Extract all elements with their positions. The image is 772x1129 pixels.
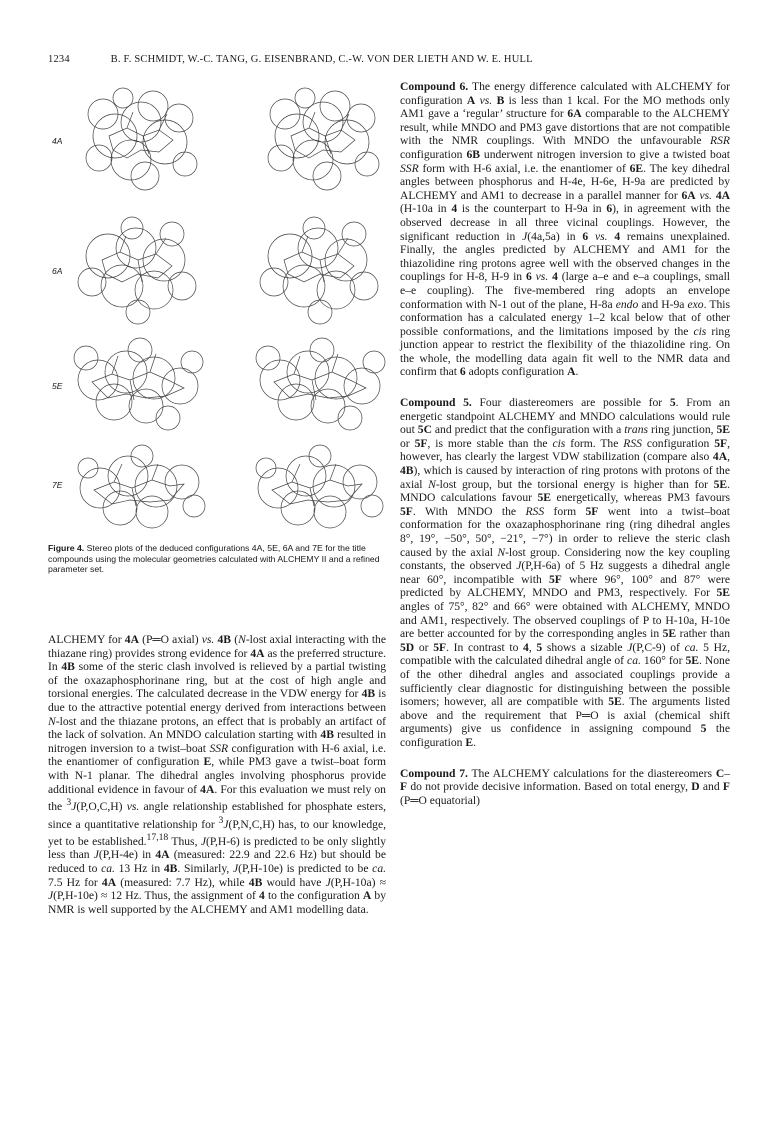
stereo-plot-7E-left [72, 442, 212, 534]
paragraph-compound-6: Compound 6. The energy difference calculated with ALCHEMY for configuration A vs. B is less than 1 kcal. For the MO methods only AM1 gave a ‘regular’ structure for 6A comparable to the ALCHEMY result, while MNDO and PM3 gave distortions that are not compatible with the NMR couplings. With MNDO the unfavourable RSR configuration 6B underwent nitrogen inversion to give a twisted boat SSR form with H-6 axial, i.e. the enantiomer of 6E. The key dihedral angles between phosphorus and H-4e, H-6e, H-9a are predicted by ALCHEMY and AM1 to decrease in a parallel manner for 6A vs. 4A (H-10a in 4 is the counterpart to H-9a in 6), in agreement with the observed decrease in all three vicinal couplings. However, the significant reduction in J(4a,5a) in 6 vs. 4 remains unexplained. Finally, the angles predicted by ALCHEMY and AM1 for the thiazolidine ring protons agree well with the observed changes in the couplings for H-8, H-9 in 6 vs. 4 (large a–e and e–a couplings, small e–e coupling). The five-membered ring adopts an envelope conformation with N-1 out of the plane, H-8a endo and H-9a exo. This conformation has a calculated energy 1–2 kcal below that of other possible conformations, and the limitations imposed by the cis ring junction appear to restrict the flexibility of the thiazolidine ring. On the whole, the modelling data again fit well to the NMR data and confirm that 6 adopts configuration A. [400, 80, 731, 379]
stereo-plot-5E-right [248, 336, 388, 436]
right-column [400, 80, 730, 807]
figure-caption [48, 543, 386, 575]
figure-label-7E: 7E [52, 480, 63, 490]
stereo-plot-6A-right [250, 216, 385, 326]
page-number: 1234 [48, 54, 70, 65]
stereo-plot-4A-right [253, 86, 388, 196]
figure-caption-lead: Figure 4. [48, 543, 85, 553]
paragraph-compound-5: Compound 5. Four diastereomers are possible for 5. From an energetic standpoint ALCHEMY and MNDO calculations would rule out 5C and predict that the configuration with a trans ring junction, 5E or 5F, is more stable than the cis form. The RSS configuration 5F, however, has clearly the largest VDW stabilization (compare also 4A, 4B), which is caused by interaction of ring protons with protons of the axial N-lost group, but the torsional energy is higher than for 5E. MNDO calculations favour 5E energetically, whereas PM3 favours 5F. With MNDO the RSS form 5F went into a twist–boat conformation for the oxazaphosphorinane ring (ring dihedral angles 8°, 19°, −50°, 50°, −21°, −7°) in order to relieve the steric clash caused by the axial N-lost group. Considering now the key coupling constants, the observed J(P,H-6a) of 5 Hz suggests a dihedral angle near 60°, incompatible with 5F where 96°, 100° and 87° were predicted by ALCHEMY, MNDO and PM3, respectively. For 5E angles of 75°, 82° and 66° were obtained with ALCHEMY, MNDO and AM1, respectively. The observed couplings of P to H-10a, H-10e are better accounted for by the corresponding angles in 5E rather than 5D or 5F. In contrast to 4, 5 shows a sizable J(P,C-9) of ca. 5 Hz, compatible with the calculated dihedral angle of ca. 160° for 5E. None of the other dihedral angles and associated couplings provide a sufficiently clear diagnostic for distinguishing between the possible isomers; however, all are compatible with 5E. The arguments listed above and the requirement that P═O is axial (chemical shift arguments) give us confidence in assigning compound 5 the configuration E. [400, 396, 731, 749]
figure-label-4A: 4A [52, 136, 63, 146]
left-column [48, 633, 386, 916]
figure-caption-text: Stereo plots of the deduced configurations 4A, 5E, 6A and 7E for the title compounds using the molecular geometries calculated with ALCHEMY II and a refined parameter set. [48, 543, 380, 575]
running-head [48, 54, 728, 65]
figure-label-6A: 6A [52, 266, 63, 276]
stereo-plot-7E-right [248, 442, 388, 534]
stereo-plot-4A-left [75, 86, 210, 196]
figure-label-5E: 5E [52, 381, 63, 391]
paragraph-compound-7: Compound 7. The ALCHEMY calculations for the diastereomers C–F do not provide decisive information. Based on total energy, D and F (P═O equatorial) [400, 766, 730, 807]
running-head-authors: B. F. SCHMIDT, W.-C. TANG, G. EISENBRAND, C.-W. VON DER LIETH AND W. E. HULL [110, 54, 533, 65]
stereo-plot-6A-left [72, 216, 207, 326]
stereo-plot-5E-left [68, 336, 208, 436]
paragraph-left-1: ALCHEMY for 4A (P═O axial) vs. 4B (N-lost axial interacting with the thiazane ring) provides strong evidence for 4A as the preferred structure. In 4B some of the steric clash involved is relieved by a partial twisting of the oxazaphosphorinane ring, but at the cost of high angle and torsional energies. The calculated decrease in the VDW energy for 4B is due to the attractive potential energy derived from interactions between N-lost and the thiazane protons, an effect that is probably an artifact of the lack of solvation. An MNDO calculation starting with 4B resulted in nitrogen inversion to a twist–boat SSR configuration with H-6 axial, i.e. the enantiomer of configuration E, while PM3 gave a twist–boat form with N-1 planar. The dihedral angles involving phosphorus provide additional evidence in favour of 4A. For this evaluation we must rely on the $^3$J(P,O,C,H) vs. angle relationship established for phosphate esters, since a quantitative relationship for $^3$J(P,N,C,H) has, to our knowledge, yet to be established.$^{17,18}$ Thus, J(P,H-6) is predicted to be only slightly less than J(P,H-4e) in 4A (measured: 22.9 and 22.6 Hz) but should be reduced to ca. 13 Hz in 4B. Similarly, J(P,H-10e) is predicted to be ca. 7.5 Hz for 4A (measured: 7.7 Hz), while 4B would have J(P,H-10a) ≈ J(P,H-10e) ≈ 12 Hz. Thus, the assignment of 4 to the configuration A by NMR is well supported by the ALCHEMY and AM1 modelling data. [48, 633, 387, 916]
